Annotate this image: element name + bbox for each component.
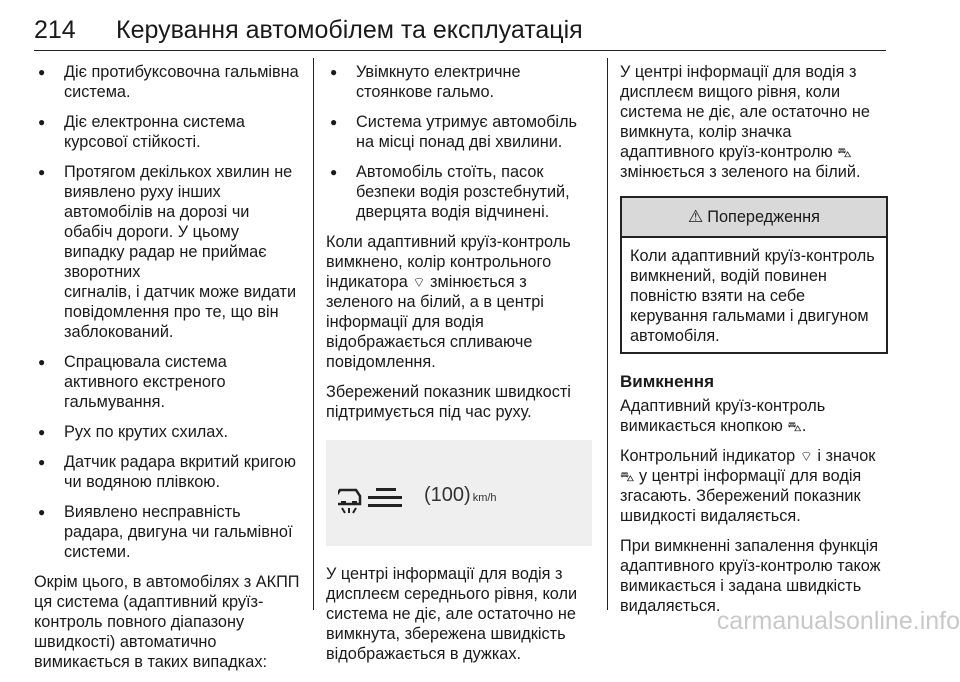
column-divider [607, 58, 608, 610]
driver-info-display-figure [326, 440, 592, 546]
column-divider [313, 58, 314, 610]
stored-speed-readout [424, 485, 497, 508]
warning-triangle-icon: ⚠ [688, 207, 704, 226]
text-fragment: У центрі інформації для водія з дисплеєм вищого рівня, коли система не діє, але остаточно не вимкнута, колір значка адаптивного круїз-контролю [620, 63, 870, 161]
list-item: ● Увімкнуто електричне стоянкове гальмо. [326, 62, 594, 102]
adaptive-cruise-icon: ⛍ [837, 144, 852, 160]
cruise-control-indicator-icon: ⌔ [412, 274, 426, 290]
column-1 [34, 62, 302, 682]
column-2 [326, 62, 594, 674]
list-item: ● Спрацювала система активного екстреного гальмування. [34, 352, 302, 412]
adaptive-cruise-button-icon: ⛍ [787, 418, 802, 434]
text-fragment: Коли адаптивний круїз-контроль вимкнено, колір контрольного індикатора [326, 233, 571, 291]
watermark: carmanualsonline.info [716, 607, 960, 635]
page-header [34, 10, 886, 51]
paragraph: При вимкненні запалення функція адаптивного круїз-контролю також вимикається і задана швидкість видаляється. [620, 537, 881, 615]
paragraph: Збережений показник швидкості підтримується під час руху. [326, 383, 571, 421]
speed-unit: km/h [472, 492, 497, 504]
page-title: Керування автомобілем та експлуатація [116, 16, 583, 44]
paragraph [326, 232, 594, 372]
bullet-list [326, 62, 594, 222]
warning-title: Попередження [707, 208, 820, 226]
section-heading: Вимкнення [620, 372, 714, 391]
list-item: ● Система утримує автомобіль на місці понад дві хвилини. [326, 112, 594, 152]
bullet-list [34, 62, 302, 562]
list-item: ● Діє протибуксовочна гальмівна система. [34, 62, 302, 102]
text-fragment: . [801, 417, 807, 435]
paragraph [620, 62, 888, 182]
paragraph: У центрі інформації для водія з дисплеєм середнього рівня, коли система не діє, але остаточно не вимкнута, збережена швидкість відображається в дужках. [326, 565, 578, 663]
list-item: ● Датчик радара вкритий кригою чи водяною плівкою. [34, 452, 302, 492]
paragraph [620, 396, 888, 436]
text-fragment: у центрі інформації для водія згасають. Збережений показник швидкості видаляється. [620, 467, 862, 525]
adaptive-cruise-icon: ⛍ [620, 468, 635, 484]
column-3 [620, 62, 888, 626]
adaptive-cruise-car-icon [338, 490, 360, 513]
text-fragment: і значок [817, 447, 876, 465]
warning-box [620, 196, 888, 354]
list-item: ● Діє електронна система курсової стійкості. [34, 112, 302, 152]
list-item: ● Виявлено несправність радара, двигуна чи гальмівної системи. [34, 502, 302, 562]
list-item: ● Автомобіль стоїть, пасок безпеки водія розстебнутий, дверцята водія відчинені. [326, 162, 594, 222]
cruise-control-indicator-icon: ⌔ [799, 448, 813, 464]
text-fragment: змінюється з зеленого на білий. [620, 163, 861, 181]
list-item: ● Рух по крутих схилах. [34, 422, 302, 442]
paragraph [620, 446, 888, 526]
warning-header [622, 198, 886, 238]
warning-text: Коли адаптивний круїз-контроль вимкнений, водій повинен повністю взяти на себе керування гальмами і двигуном автомобіля. [630, 247, 875, 345]
text-fragment: Адаптивний круїз-контроль вимикається кнопкою [620, 397, 826, 435]
paragraph: Окрім цього, в автомобілях з АКПП ця система (адаптивний круїз- контроль повного діапазону швидкості) автоматично вимикається в таких випадках: [34, 573, 300, 671]
text-fragment: змінюється з зеленого на білий, а в центрі інформації для водія відображається спливаюче повідомлення. [326, 273, 544, 371]
following-distance-icon [368, 488, 402, 507]
page-number: 214 [34, 16, 76, 44]
text-fragment: Контрольний індикатор [620, 447, 800, 465]
speed-value: (100) [424, 484, 471, 506]
display-icons [338, 484, 418, 514]
list-item: ● Протягом декількох хвилин не виявлено руху інших автомобілів на дорозі чи обабіч дороги. У цьому випадку радар не приймає зворотних сигналів, і датчик може видати повідомлення про те, що він заблокований. [34, 162, 302, 342]
